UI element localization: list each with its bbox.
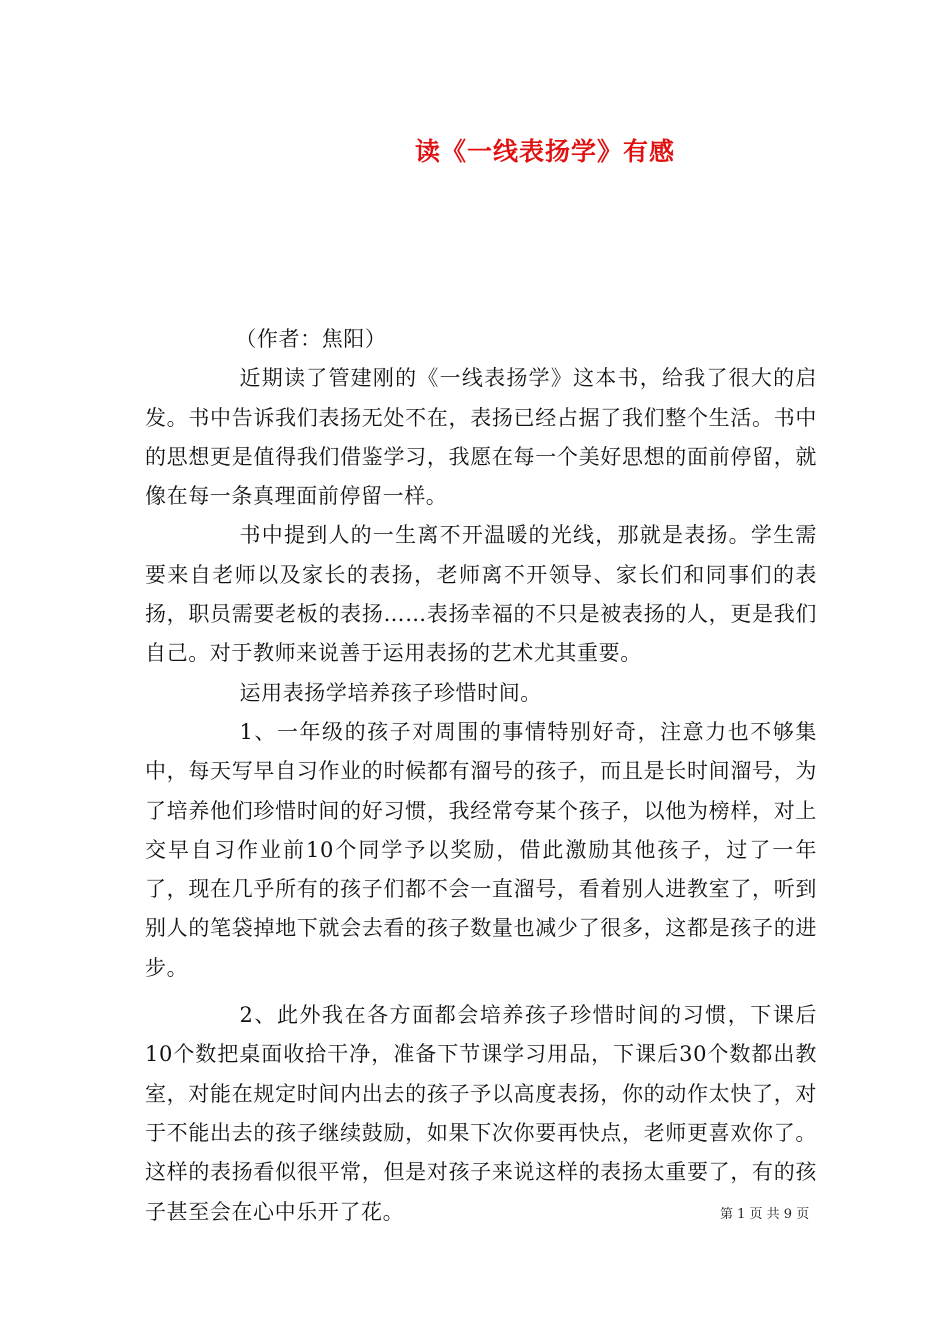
paragraph-3: 运用表扬学培养孩子珍惜时间。: [239, 680, 542, 705]
author-line: （作者：焦阳）: [235, 327, 387, 351]
paragraph-5: 2、此外我在各方面都会培养孩子珍惜时间的习惯，下课后10个数把桌面收拾干净，准备下节课学习用品，下课后30个数都出教室，对能在规定时间内出去的孩子予以高度表扬，你的动作太快了，对于不能出去的孩子继续鼓励，如果下次你要再快点，老师更喜欢你了。这样的表扬看似很平常，但是对孩子来说这样的表扬太重要了，有的孩子甚至会在心中乐开了花。: [145, 1003, 817, 1224]
document-body: [145, 320, 817, 1232]
paragraph-4: 1、一年级的孩子对周围的事情特别好奇，注意力也不够集中，每天写早自习作业的时候都有溜号的孩子，而且是长时间溜号，为了培养他们珍惜时间的好习惯，我经常夸某个孩子，以他为榜样，对上交早自习作业前10个同学予以奖励，借此激励其他孩子，过了一年了，现在几乎所有的孩子们都不会一直溜号，看着别人进教室了，听到别人的笔袋掉地下就会去看的孩子数量也减少了很多，这都是孩子的进步。: [145, 719, 817, 980]
paragraph-2: 书中提到人的一生离不开温暖的光线，那就是表扬。学生需要来自老师以及家长的表扬，老师离不开领导、家长们和同事们的表扬，职员需要老板的表扬……表扬幸福的不只是被表扬的人，更是我们自己。对于教师来说善于运用表扬的艺术尤其重要。: [145, 523, 817, 666]
paragraph-1: 近期读了管建刚的《一线表扬学》这本书，给我了很大的启发。书中告诉我们表扬无处不在，表扬已经占据了我们整个生活。书中的思想更是值得我们借鉴学习，我愿在每一个美好思想的面前停留，就像在每一条真理面前停留一样。: [145, 366, 817, 509]
document-title: 读《一线表扬学》有感: [414, 137, 675, 166]
page-number-footer: 第 1 页 共 9 页: [720, 1207, 810, 1222]
